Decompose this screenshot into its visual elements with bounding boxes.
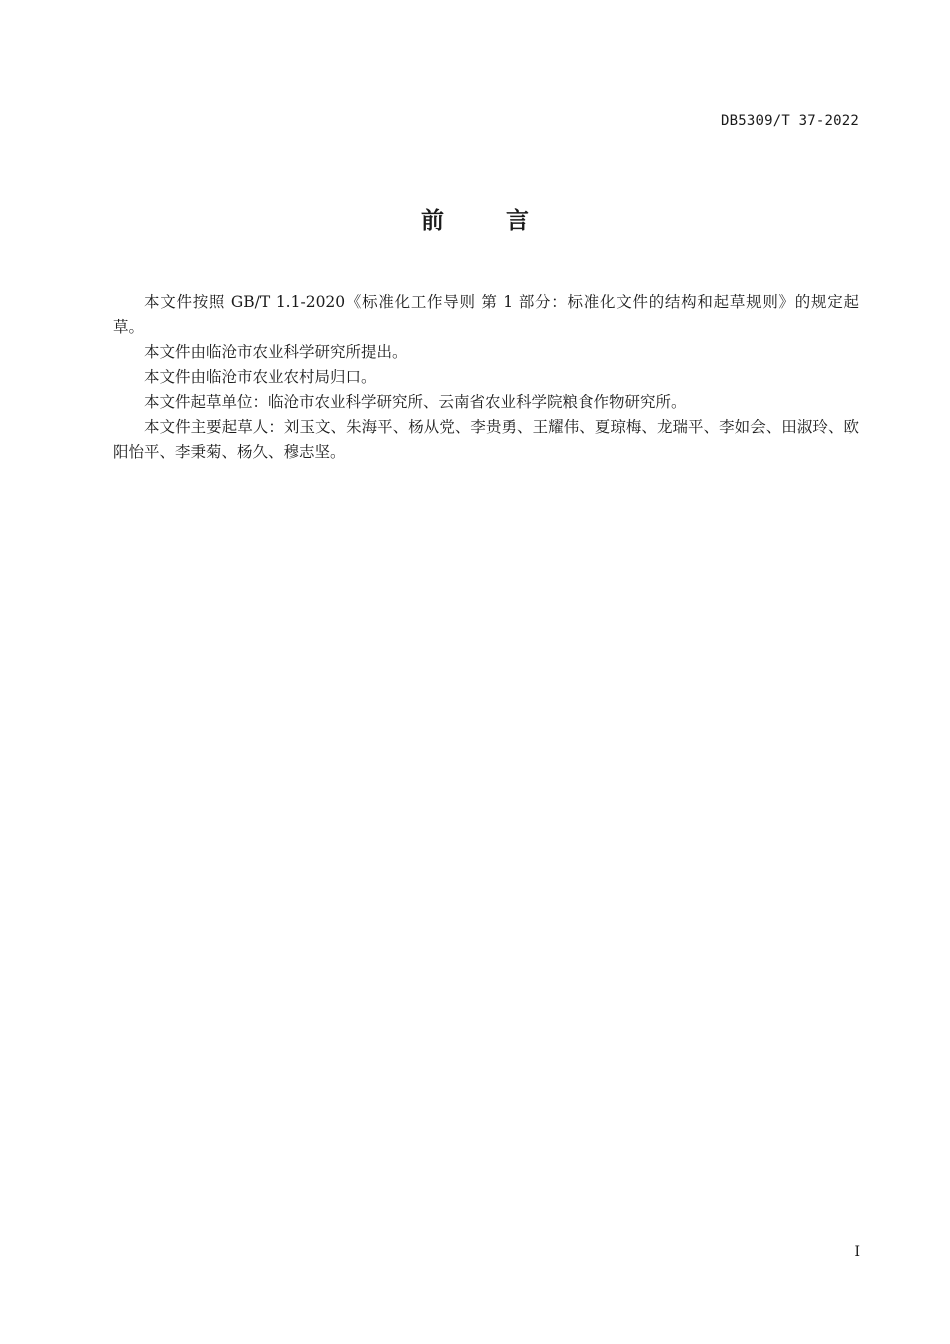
paragraph-proposer: 本文件由临沧市农业科学研究所提出。	[144, 343, 408, 361]
page-title: 前言	[421, 208, 591, 234]
paragraph-administrator: 本文件由临沧市农业农村局归口。	[144, 368, 377, 386]
page-number: I	[854, 1244, 860, 1260]
paragraph-drafting-basis: 本文件按照 GB/T 1.1-2020《标准化工作导则 第 1 部分：标准化文件的结构和起草规则》的规定起草。	[113, 293, 859, 336]
foreword-body	[113, 290, 859, 465]
document-code: DB5309/T 37-2022	[720, 113, 859, 129]
paragraph-drafting-units: 本文件起草单位：临沧市农业科学研究所、云南省农业科学院粮食作物研究所。	[144, 393, 687, 411]
paragraph-drafters: 本文件主要起草人：刘玉文、朱海平、杨从党、李贵勇、王耀伟、夏琼梅、龙瑞平、李如会、田淑玲、欧阳怡平、李秉菊、杨久、穆志坚。	[113, 418, 859, 461]
